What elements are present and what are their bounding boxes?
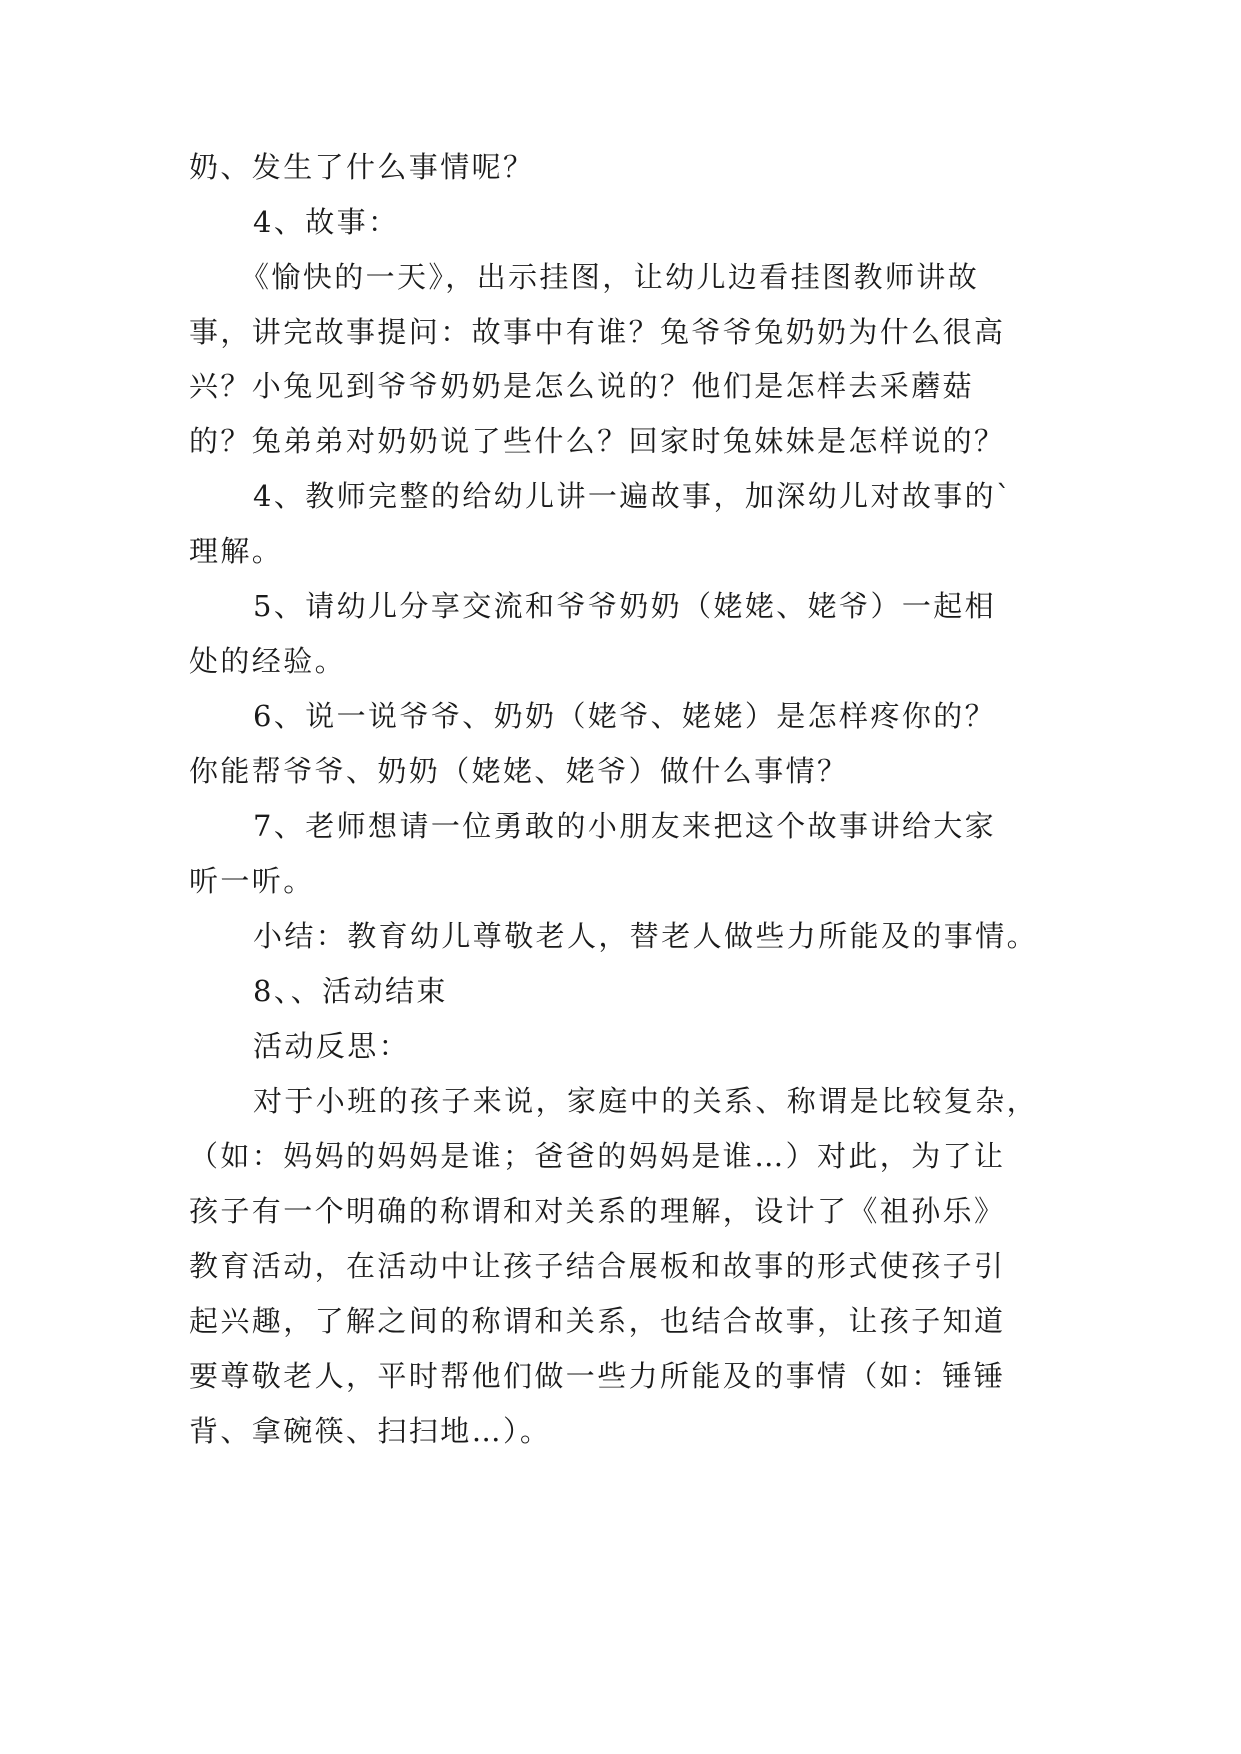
paragraph-line: 兴？小兔见到爷爷奶奶是怎么说的？他们是怎样去采蘑菇: [189, 369, 975, 403]
paragraph-line: 你能帮爷爷、奶奶（姥姥、姥爷）做什么事情？: [189, 754, 849, 788]
paragraph-line: 7、老师想请一位勇敢的小朋友来把这个故事讲给大家: [253, 809, 997, 843]
paragraph-line: 起兴趣，了解之间的称谓和关系，也结合故事，让孩子知道: [189, 1304, 1006, 1338]
paragraph-line: 5、请幼儿分享交流和爷爷奶奶（姥姥、姥爷）一起相: [253, 589, 997, 623]
section-heading-story: 4、故事：: [253, 205, 400, 239]
paragraph-line: 理解。: [189, 534, 284, 568]
paragraph-line: 奶、发生了什么事情呢？: [189, 150, 535, 184]
section-heading-reflection: 活动反思：: [253, 1029, 411, 1063]
paragraph-line: 孩子有一个明确的称谓和对关系的理解，设计了《祖孙乐》: [189, 1194, 1006, 1228]
paragraph-line: 4、教师完整的给幼儿讲一遍故事，加深幼儿对故事的`: [253, 479, 1013, 513]
paragraph-line: 的？兔弟弟对奶奶说了些什么？回家时兔妹妹是怎样说的？: [189, 424, 1006, 458]
paragraph-line: 听一听。: [189, 864, 315, 898]
paragraph-line: （如：妈妈的妈妈是谁；爸爸的妈妈是谁…）对此，为了让: [189, 1139, 1006, 1173]
paragraph-line: 教育活动，在活动中让孩子结合展板和故事的形式使孩子引: [189, 1249, 1006, 1283]
paragraph-line: 6、说一说爷爷、奶奶（姥爷、姥姥）是怎样疼你的？: [253, 699, 997, 733]
summary-line: 小结：教育幼儿尊敬老人，替老人做些力所能及的事情。: [253, 919, 1039, 953]
paragraph-line: 背、拿碗筷、扫扫地…）。: [189, 1414, 552, 1448]
paragraph-line: 要尊敬老人，平时帮他们做一些力所能及的事情（如：锤锤: [189, 1359, 1006, 1393]
section-heading-end: 8、、活动结束: [253, 974, 448, 1008]
paragraph-line: 对于小班的孩子来说，家庭中的关系、称谓是比较复杂，: [253, 1084, 1039, 1118]
paragraph-line: 事，讲完故事提问：故事中有谁？兔爷爷兔奶奶为什么很高: [189, 315, 1006, 349]
paragraph-line: 《愉快的一天》，出示挂图，让幼儿边看挂图教师讲故: [240, 260, 980, 294]
paragraph-line: 处的经验。: [189, 644, 347, 678]
